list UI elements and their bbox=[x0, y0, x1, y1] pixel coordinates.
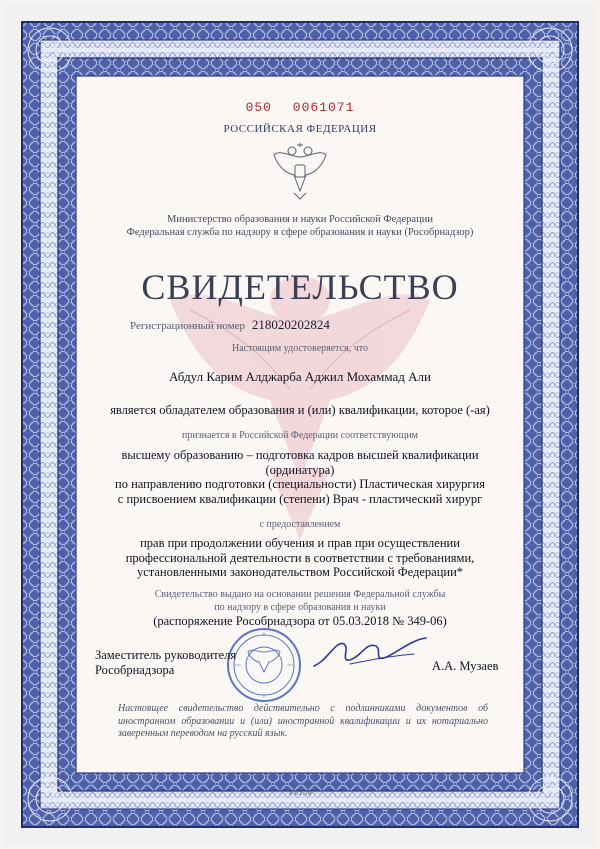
registration-label: Регистрационный номер bbox=[130, 320, 246, 332]
education-block bbox=[0, 448, 600, 506]
holder-name: Абдул Карим Алджарба Аджил Мохаммад Али bbox=[169, 369, 431, 384]
issued-line: Свидетельство выдано на основании решения Федеральной службы bbox=[154, 589, 446, 600]
official-seal-icon bbox=[225, 626, 303, 704]
granting-line: с предоставлением bbox=[259, 519, 341, 530]
rights-line: профессиональной деятельности в соответствии с требованиями, bbox=[125, 550, 475, 565]
certify-line: Настоящим удостоверяется, что bbox=[232, 343, 368, 354]
holder-statement: является обладателем образования и (или) квалификации, которое (-ая) bbox=[110, 403, 490, 417]
serial-series: 050 bbox=[245, 100, 272, 115]
education-line: с присвоением квалификации (степени) Врач - пластический хирург bbox=[117, 491, 483, 506]
issued-basis bbox=[0, 589, 600, 614]
recognized-line: признается в Российской Федерации соответствующим bbox=[182, 430, 418, 441]
signer-title-line: Заместитель руководителя bbox=[95, 648, 237, 662]
education-line: высшему образованию – подготовка кадров высшей квалификации bbox=[121, 448, 479, 462]
document-title: СВИДЕТЕЛЬСТВО bbox=[141, 267, 459, 307]
ministry-block bbox=[0, 213, 600, 239]
serial-number bbox=[0, 100, 600, 115]
country-name: РОССИЙСКАЯ ФЕДЕРАЦИЯ bbox=[223, 123, 377, 135]
issued-line: по надзору в сфере образования и науки bbox=[214, 601, 386, 613]
registration-number: 218020202824 bbox=[251, 317, 330, 332]
education-line: (ординатура) bbox=[265, 462, 335, 477]
rights-line: прав при продолжении обучения и прав при осуществлении bbox=[140, 536, 460, 550]
education-line: по направлению подготовки (специальности) Пластическая хирургия bbox=[115, 477, 485, 491]
coat-of-arms-icon bbox=[272, 141, 328, 201]
rights-line: установленными законодательством Российской Федерации* bbox=[136, 565, 464, 579]
print-code: © 8 1718 bbox=[288, 791, 312, 797]
signer-title bbox=[95, 648, 236, 678]
signer-title-line: Рособрнадзора bbox=[95, 663, 175, 677]
agency-line: Федеральная служба по надзору в сфере образования и науки (Рособрнадзор) bbox=[126, 227, 474, 238]
signer-name: А.А. Музаев bbox=[432, 659, 499, 673]
signature-mark bbox=[310, 630, 430, 674]
ministry-line: Министерство образования и науки Российской Федерации bbox=[167, 214, 433, 225]
footnote: Настоящее свидетельство действительно с подлинниками документов об иностранном образовании и (или) иностранной квалификации и их нотариально заверенным переводом на русский язык. bbox=[118, 703, 488, 739]
serial-digits: 0061071 bbox=[292, 100, 355, 115]
rights-block bbox=[0, 536, 600, 580]
order-reference: (распоряжение Рособрнадзора от 05.03.2018 № 349-06) bbox=[153, 614, 447, 628]
registration-row bbox=[130, 317, 330, 333]
